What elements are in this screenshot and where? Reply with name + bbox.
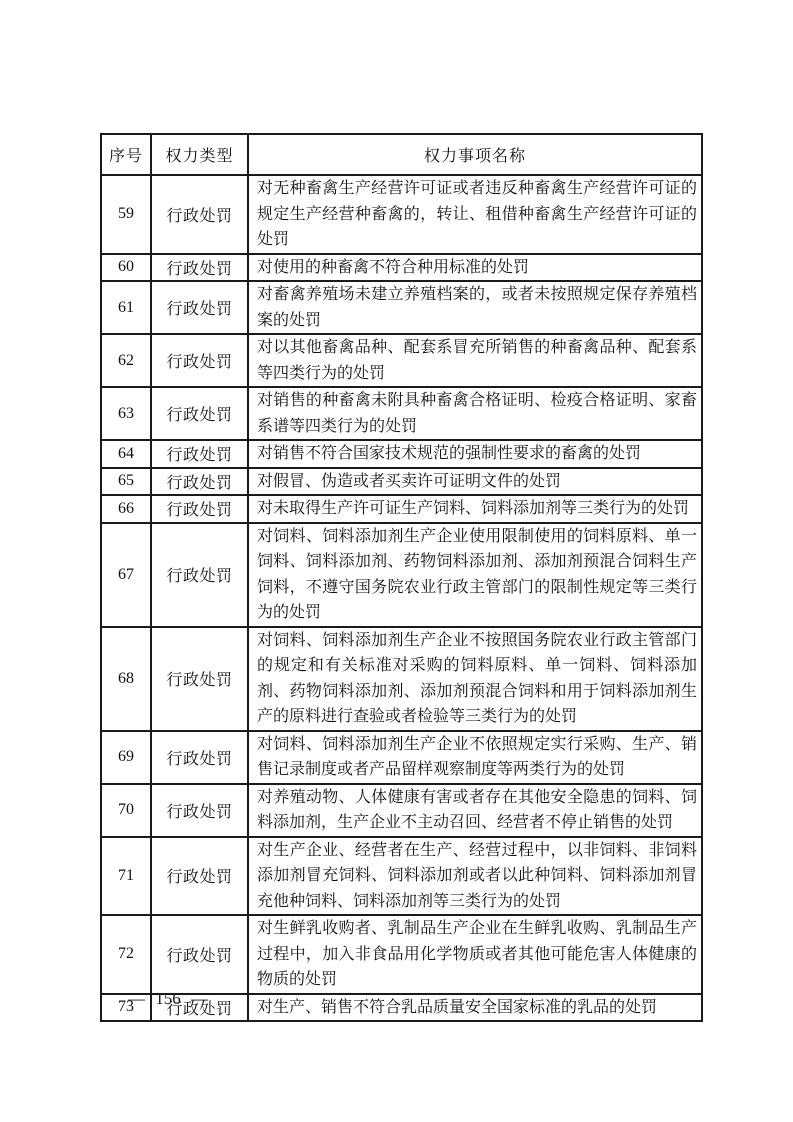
table-row: [101, 731, 702, 784]
power-items-table: [100, 133, 703, 1022]
power-type-cell: 行政处罚: [151, 784, 248, 837]
row-number-cell: 69: [101, 731, 151, 784]
power-item-name-cell: 对畜禽养殖场未建立养殖档案的，或者未按照规定保存养殖档案的处罚: [248, 281, 702, 334]
power-item-name-cell: 对销售的种畜禽未附具种畜禽合格证明、检疫合格证明、家畜系谱等四类行为的处罚: [248, 387, 702, 440]
power-item-name-cell: 对未取得生产许可证生产饲料、饲料添加剂等三类行为的处罚: [248, 495, 702, 523]
table-row: [101, 281, 702, 334]
power-item-name-cell: 对假冒、伪造或者买卖许可证明文件的处罚: [248, 468, 702, 496]
power-type-cell: 行政处罚: [151, 994, 248, 1022]
power-item-name-cell: 对生产、销售不符合乳品质量安全国家标准的乳品的处罚: [248, 994, 702, 1022]
header-row: [101, 134, 702, 175]
power-item-name-cell: 对饲料、饲料添加剂生产企业不按照国务院农业行政主管部门的规定和有关标准对采购的饲料原料、单一饲料、饲料添加剂、药物饲料添加剂、添加剂预混合饲料和用于饲料添加剂生产的原料进行查验或者检验等三类行为的处罚: [248, 627, 702, 731]
table-row: [101, 627, 702, 731]
row-number-cell: 63: [101, 387, 151, 440]
power-type-cell: 行政处罚: [151, 334, 248, 387]
row-number-cell: 72: [101, 915, 151, 994]
power-type-cell: 行政处罚: [151, 731, 248, 784]
header-serial-number: 序号: [101, 134, 151, 175]
power-type-cell: 行政处罚: [151, 254, 248, 282]
table-body: [101, 175, 702, 1021]
power-item-name-cell: 对生鲜乳收购者、乳制品生产企业在生鲜乳收购、乳制品生产过程中，加入非食品用化学物质或者其他可能危害人体健康的物质的处罚: [248, 915, 702, 994]
power-type-cell: 行政处罚: [151, 468, 248, 496]
power-type-cell: 行政处罚: [151, 523, 248, 627]
header-power-type: 权力类型: [151, 134, 248, 175]
row-number-cell: 71: [101, 837, 151, 916]
row-number-cell: 65: [101, 468, 151, 496]
table-row: [101, 334, 702, 387]
row-number-cell: 66: [101, 495, 151, 523]
power-item-name-cell: 对销售不符合国家技术规范的强制性要求的畜禽的处罚: [248, 440, 702, 468]
power-type-cell: 行政处罚: [151, 387, 248, 440]
table-row: [101, 440, 702, 468]
page-number: — 156 —: [128, 989, 208, 1008]
row-number-cell: 62: [101, 334, 151, 387]
table-row: [101, 915, 702, 994]
power-item-name-cell: 对生产企业、经营者在生产、经营过程中，以非饲料、非饲料添加剂冒充饲料、饲料添加剂或者以此种饲料、饲料添加剂冒充他种饲料、饲料添加剂等三类行为的处罚: [248, 837, 702, 916]
table-row: [101, 468, 702, 496]
power-type-cell: 行政处罚: [151, 175, 248, 254]
row-number-cell: 60: [101, 254, 151, 282]
row-number-cell: 68: [101, 627, 151, 731]
header-power-item-name: 权力事项名称: [248, 134, 702, 175]
table-row: [101, 837, 702, 916]
power-type-cell: 行政处罚: [151, 281, 248, 334]
power-item-name-cell: 对饲料、饲料添加剂生产企业不依照规定实行采购、生产、销售记录制度或者产品留样观察制度等两类行为的处罚: [248, 731, 702, 784]
table-row: [101, 495, 702, 523]
power-item-name-cell: 对饲料、饲料添加剂生产企业使用限制使用的饲料原料、单一饲料、饲料添加剂、药物饲料添加剂、添加剂预混合饲料生产饲料，不遵守国务院农业行政主管部门的限制性规定等三类行为的处罚: [248, 523, 702, 627]
table-row: [101, 784, 702, 837]
row-number-cell: 64: [101, 440, 151, 468]
power-type-cell: 行政处罚: [151, 440, 248, 468]
table-header: [101, 134, 702, 175]
row-number-cell: 67: [101, 523, 151, 627]
table-row: [101, 175, 702, 254]
power-item-name-cell: 对使用的种畜禽不符合种用标准的处罚: [248, 254, 702, 282]
power-type-cell: 行政处罚: [151, 627, 248, 731]
power-type-cell: 行政处罚: [151, 915, 248, 994]
power-type-cell: 行政处罚: [151, 837, 248, 916]
table-row: [101, 254, 702, 282]
power-item-name-cell: 对养殖动物、人体健康有害或者存在其他安全隐患的饲料、饲料添加剂，生产企业不主动召回、经营者不停止销售的处罚: [248, 784, 702, 837]
power-item-name-cell: 对以其他畜禽品种、配套系冒充所销售的种畜禽品种、配套系等四类行为的处罚: [248, 334, 702, 387]
table-row: [101, 387, 702, 440]
row-number-cell: 61: [101, 281, 151, 334]
row-number-cell: 59: [101, 175, 151, 254]
power-type-cell: 行政处罚: [151, 495, 248, 523]
table-row: [101, 523, 702, 627]
row-number-cell: 73: [101, 994, 151, 1022]
power-item-name-cell: 对无种畜禽生产经营许可证或者违反种畜禽生产经营许可证的规定生产经营种畜禽的，转让、租借种畜禽生产经营许可证的处罚: [248, 175, 702, 254]
row-number-cell: 70: [101, 784, 151, 837]
